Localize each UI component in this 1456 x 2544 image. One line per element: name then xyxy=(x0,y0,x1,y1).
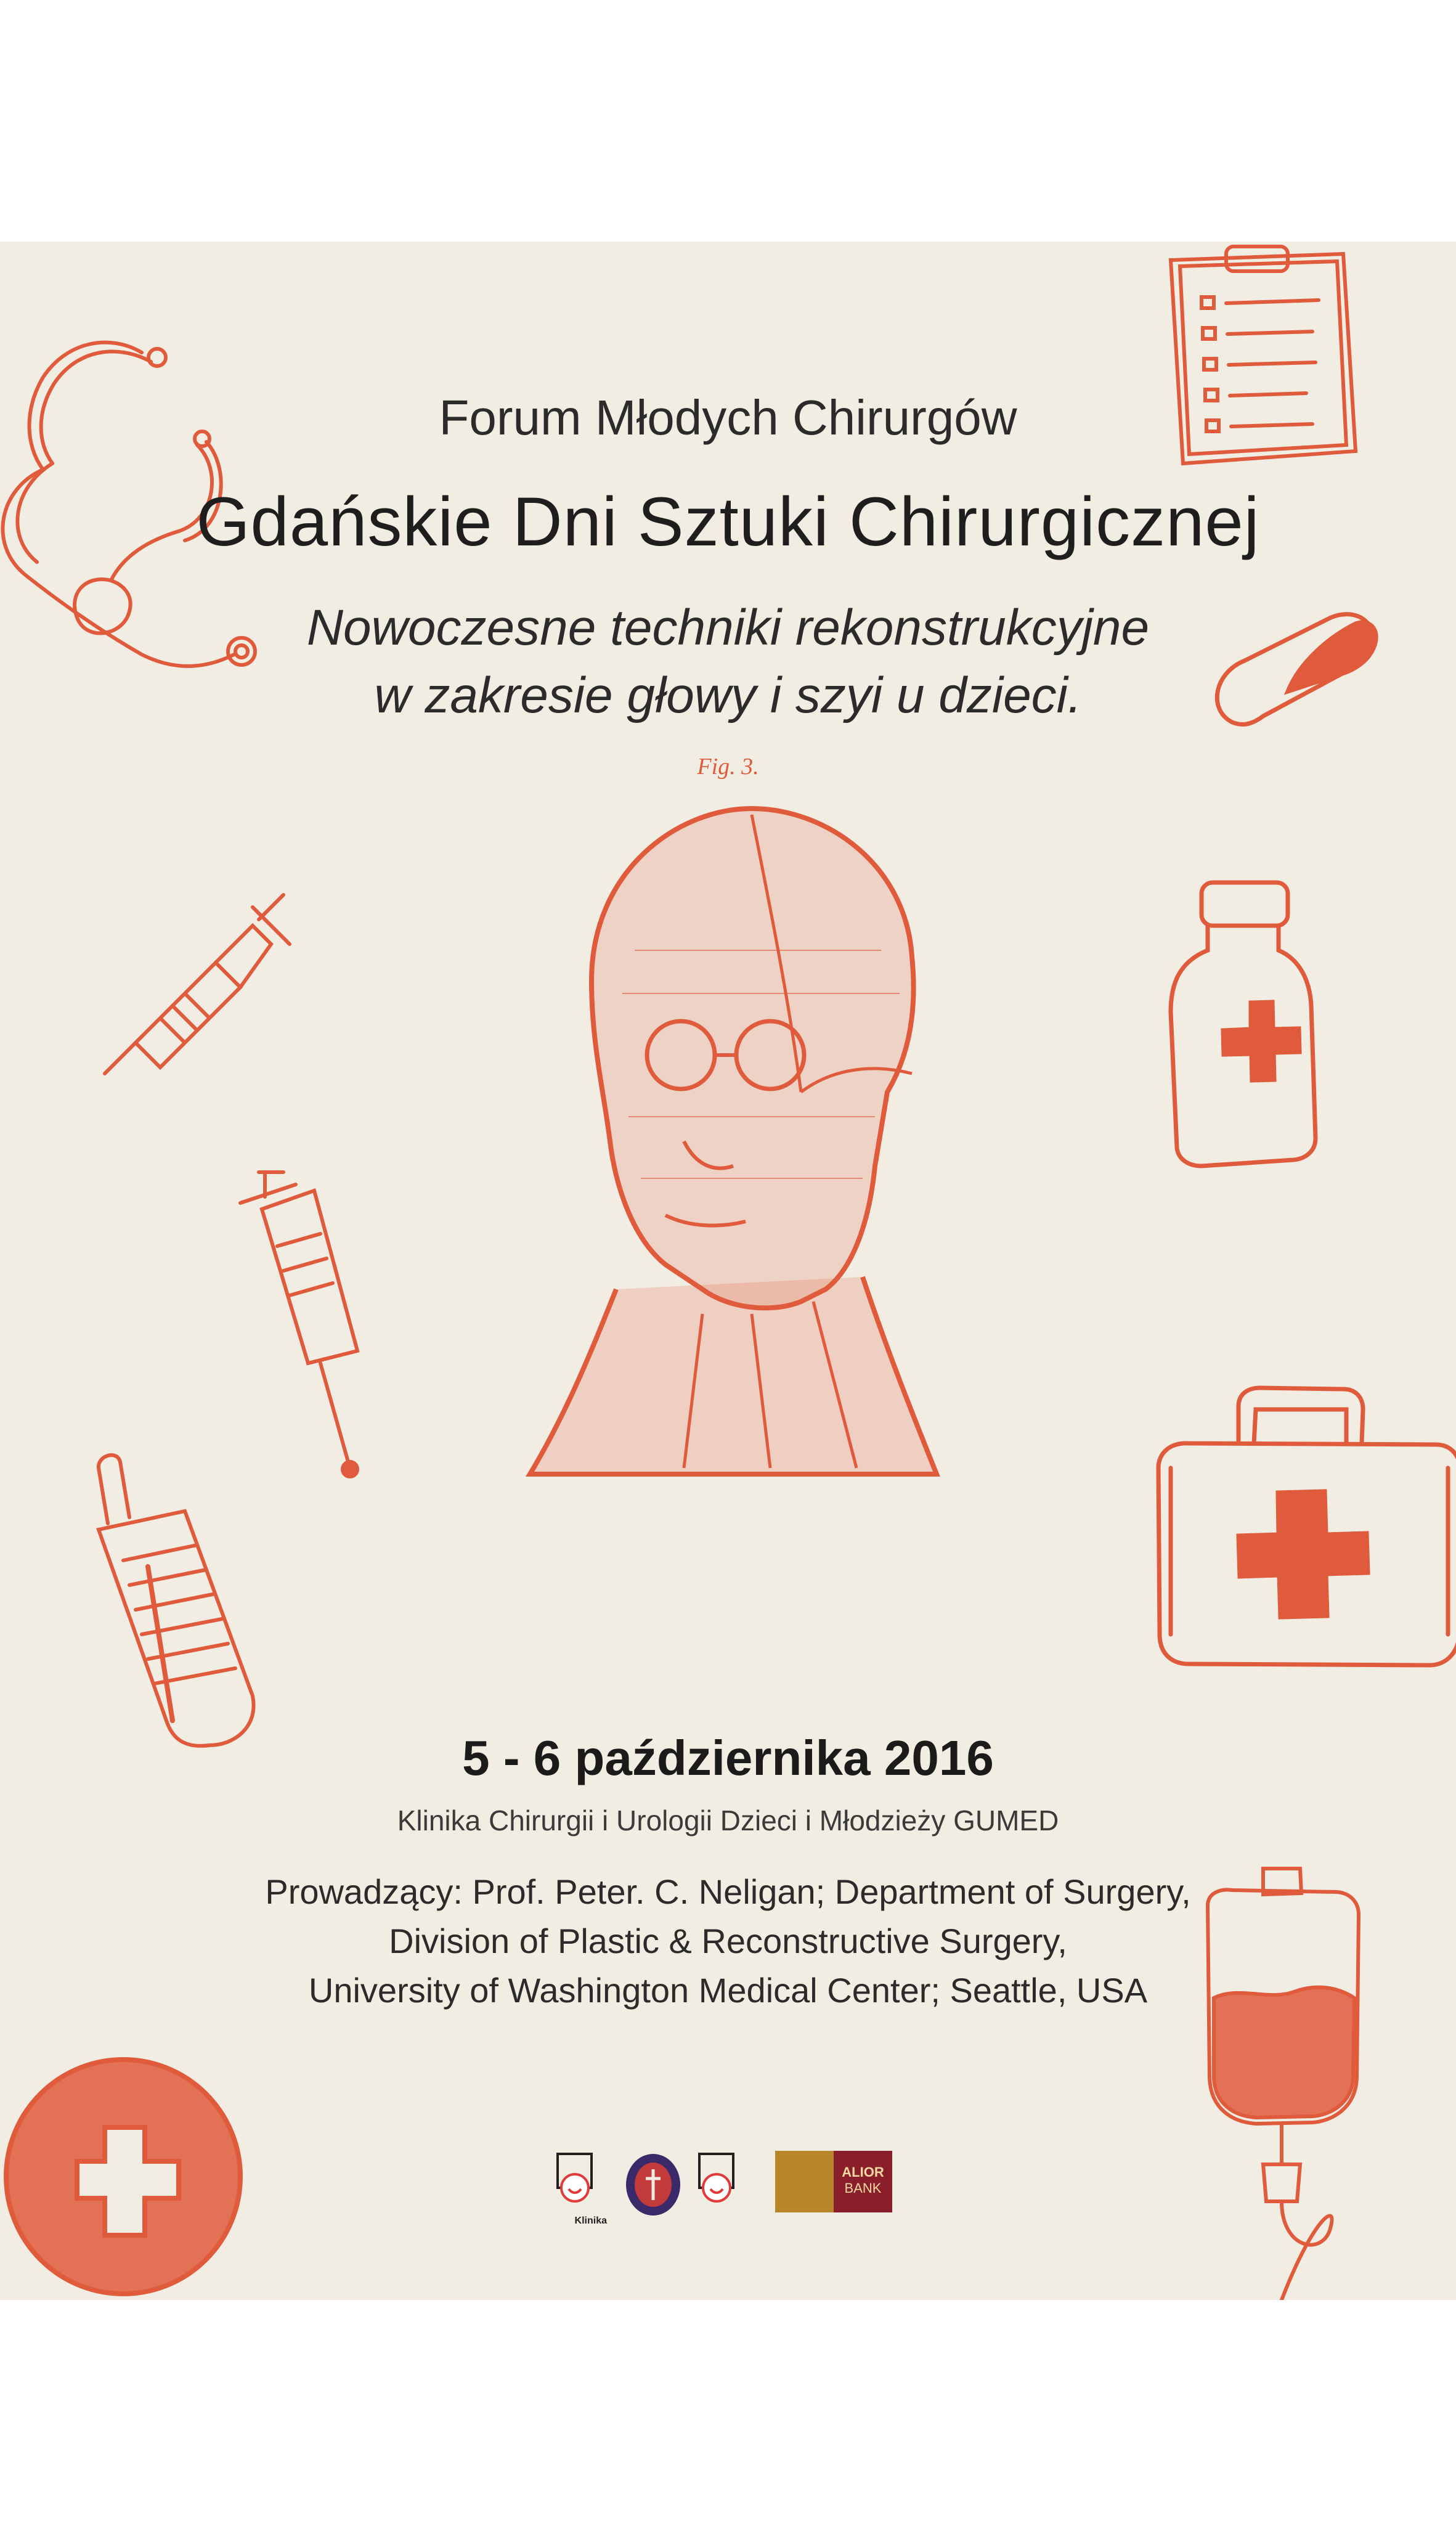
alior-bank-face-icon xyxy=(775,2151,834,2212)
lead-line: University of Washington Medical Center; Seattle, USA xyxy=(308,1971,1148,2010)
klinika-logo xyxy=(551,2151,607,2225)
medicine-bottle-icon xyxy=(1165,876,1325,1172)
gumed-seal-logo xyxy=(622,2151,684,2219)
poster xyxy=(0,242,1456,2300)
figure-label: Fig. 3. xyxy=(697,754,759,780)
alior-bank-text-block xyxy=(834,2151,892,2212)
red-cross-icon xyxy=(0,2053,259,2300)
klinika-caption: Klinika xyxy=(574,2216,607,2226)
clinic-name: Klinika Chirurgii i Urologii Dzieci i Młodzieży GUMED xyxy=(397,1804,1059,1837)
forum-heading: Forum Młodych Chirurgów xyxy=(439,390,1017,445)
lead-line: Division of Plastic & Reconstructive Surgery, xyxy=(389,1922,1067,1960)
alior-bank-line: ALIOR xyxy=(842,2164,884,2180)
subtitle-line: Nowoczesne techniki rekonstrukcyjne xyxy=(306,600,1150,656)
klinika-logo-mark xyxy=(551,2151,607,2212)
syringe-icon xyxy=(92,883,296,1086)
syringe-icon xyxy=(228,1166,376,1486)
klinika-logo-mark xyxy=(693,2151,749,2219)
thermometer-icon xyxy=(74,1449,271,1770)
alior-bank-line: BANK xyxy=(844,2180,882,2196)
lead-line: Prowadzący: Prof. Peter. C. Neligan; Department of Surgery, xyxy=(265,1872,1191,1911)
alior-bank-logo xyxy=(775,2151,892,2212)
anatomy-head-illustration xyxy=(481,796,974,1659)
event-dates: 5 - 6 października 2016 xyxy=(462,1731,994,1785)
subtitle-line: w zakresie głowy i szyi u dzieci. xyxy=(374,667,1082,724)
klinika-logo xyxy=(693,2151,749,2225)
first-aid-kit-icon xyxy=(1146,1376,1456,1696)
poster-title: Gdańskie Dni Sztuki Chirurgicznej xyxy=(196,483,1260,560)
